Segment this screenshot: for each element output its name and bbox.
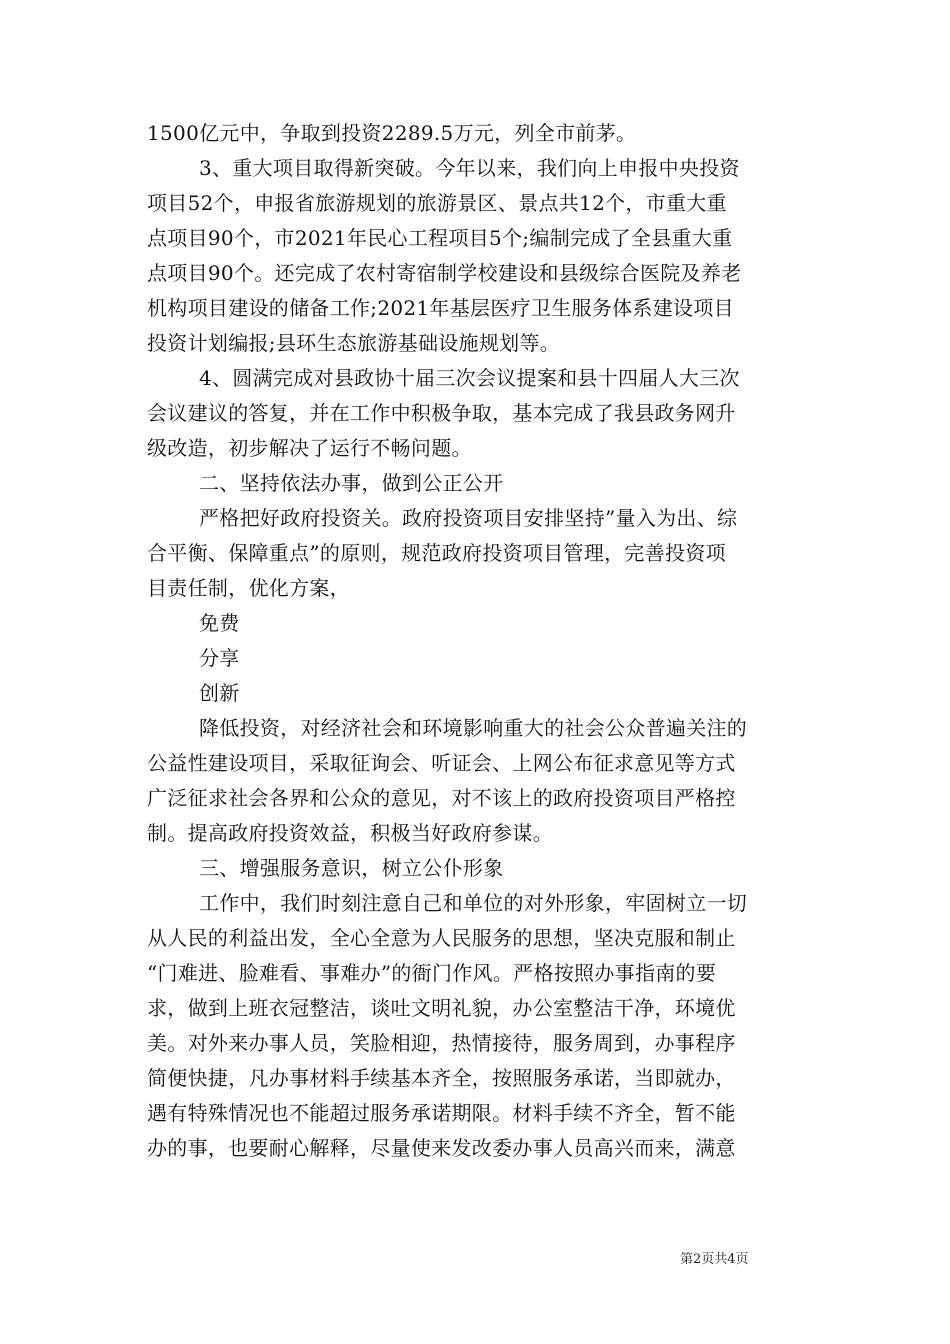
text-line: 广泛征求社会各界和公众的意见，对不该上的政府投资项目严格控 [147, 786, 736, 810]
text-line: “门难进、脸难看、事难办”的衙门作风。严格按照办事指南的要 [147, 961, 717, 985]
text-line: 求，做到上班衣冠整洁，谈吐文明礼貌，办公室整洁干净，环境优 [147, 996, 736, 1020]
text-line: 遇有特殊情况也不能超过服务承诺期限。材料手续不齐全，暂不能 [147, 1101, 736, 1125]
text-line: 合平衡、保障重点”的原则，规范政府投资项目管理，完善投资项 [147, 541, 726, 565]
text-line: 点项目90个。还完成了农村寄宿制学校建设和县级综合医院及养老 [147, 261, 742, 285]
text-line: 严格把好政府投资关。政府投资项目安排坚持”量入为出、综 [199, 506, 738, 530]
document-body [147, 116, 807, 1166]
text-line: 工作中，我们时刻注意自己和单位的对外形象，牢固树立一切 [199, 891, 748, 915]
page-number: 第2页共4页 [680, 1252, 749, 1267]
text-line: 会议建议的答复，并在工作中积极争取，基本完成了我县政务网升 [147, 401, 736, 425]
text-line: 机构项目建设的储备工作;2021年基层医疗卫生服务体系建设项目 [147, 296, 734, 320]
text-line: 公益性建设项目，采取征询会、听证会、上网公布征求意见等方式 [147, 751, 736, 775]
text-line: 制。提高政府投资效益，积极当好政府参谋。 [147, 821, 553, 845]
text-line: 创新 [199, 681, 240, 705]
text-line: 投资计划编报;县环生态旅游基础设施规划等。 [147, 331, 561, 355]
text-line: 免费 [199, 611, 240, 635]
text-line: 3、重大项目取得新突破。今年以来，我们向上申报中央投资 [199, 156, 740, 180]
text-line: 办的事，也要耐心解释，尽量使来发改委办事人员高兴而来，满意 [147, 1136, 736, 1160]
text-line: 降低投资，对经济社会和环境影响重大的社会公众普遍关注的 [199, 716, 748, 740]
text-line: 4、圆满完成对县政协十届三次会议提案和县十四届人大三次 [199, 366, 740, 390]
text-line: 点项目90个，市2021年民心工程项目5个;编制完成了全县重大重 [147, 226, 733, 250]
text-line: 1500亿元中，争取到投资2289.5万元，列全市前茅。 [147, 121, 637, 145]
text-line: 项目52个，申报省旅游规划的旅游景区、景点共12个，市重大重 [147, 191, 727, 215]
text-line: 级改造，初步解决了运行不畅问题。 [147, 436, 472, 460]
text-line: 分享 [199, 646, 240, 670]
section-heading: 三、增强服务意识，树立公仆形象 [199, 856, 504, 880]
text-line: 美。对外来办事人员，笑脸相迎，热情接待，服务周到，办事程序 [147, 1031, 736, 1055]
text-line: 目责任制，优化方案， [147, 576, 350, 600]
section-heading: 二、坚持依法办事，做到公正公开 [199, 471, 504, 495]
text-line: 简便快捷，凡办事材料手续基本齐全，按照服务承诺，当即就办， [147, 1066, 736, 1090]
text-line: 从人民的利益出发，全心全意为人民服务的思想，坚决克服和制止 [147, 926, 736, 950]
